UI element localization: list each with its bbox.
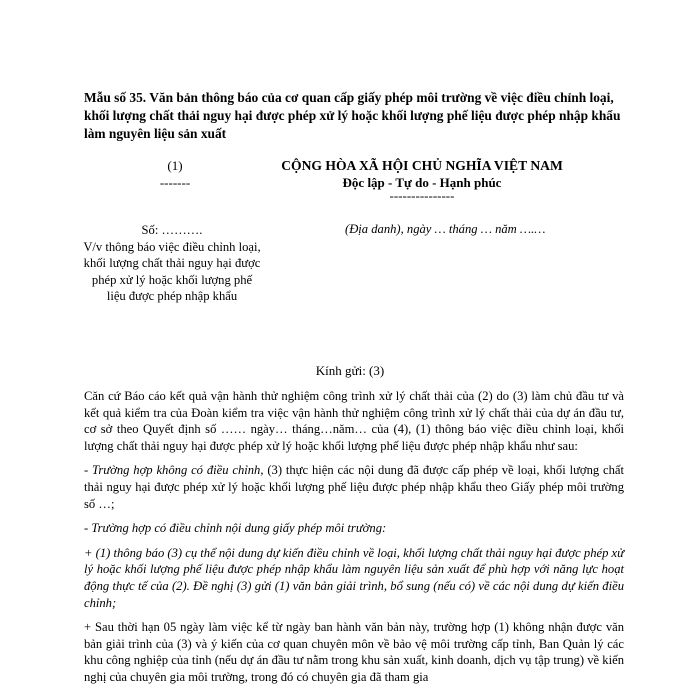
paragraph-no-adjustment (84, 462, 624, 512)
paragraph-basis: Căn cứ Báo cáo kết quả vận hành thử nghiệm công trình xử lý chất thải của (2) do (3) làm chủ đầu tư và kết quả kiểm tra của Đoàn kiểm tra việc vận hành thử nghiệm công trình xử lý chất thải của dự án đầu tư, cơ sở theo Quyết định số …… ngày… tháng…năm… của (4), (1) thông báo việc điều chỉnh loại, khối lượng chất thải nguy hại được phép xử lý hoặc khối lượng phế liệu được phép nhập khẩu như sau: (84, 389, 624, 453)
agency-divider: ------- (159, 175, 191, 190)
case-no-adjustment-text: (3) thực hiện các nội dung đã được cấp phép về loại, khối lượng chất thải nguy hại được phép xử lý hoặc khối lượng phế liệu được phép nhập khẩu theo Giấy phép môi trường số …; (84, 463, 624, 511)
agency-header (80, 157, 270, 191)
nation-name: CỘNG HÒA XÃ HỘI CHỦ NGHĨA VIỆT NAM (281, 158, 563, 173)
motto-divider: --------------- (389, 188, 455, 203)
recipient-line: Kính gửi: (3) (315, 363, 385, 378)
subject-line: V/v thông báo việc điều chỉnh loại, khối lượng chất thải nguy hại được phép xử lý hoặc khối lượng phế liệu được phép nhập khẩu (83, 239, 261, 303)
paragraph-deadline: + Sau thời hạn 05 ngày làm việc kể từ ngày ban hành văn bản này, trường hợp (1) không nhận được văn bản giải trình của (3) và ý kiến của cơ quan chuyên môn về bảo vệ môi trường cấp tỉnh, Ban Quản lý các khu công nghiệp của tỉnh (nếu dự án đầu tư nằm trong khu sản xuất, kinh doanh, dịch vụ tập trung) về kiến nghị của chuyên gia môi trường, trong đó có chuyên gia đã tham gia (84, 620, 624, 684)
form-title: Mẫu số 35. Văn bản thông báo của cơ quan cấp giấy phép môi trường về việc điều chỉnh loại, khối lượng chất thải nguy hại được phép xử lý hoặc khối lượng phế liệu được phép nhập khẩu làm nguyên liệu sản xuất (84, 90, 621, 141)
reference-block (82, 222, 262, 305)
case-no-adjustment-label: - Trường hợp không có điều chỉnh, (84, 463, 264, 478)
paragraph-notification: + (1) thông báo (3) cụ thể nội dung dự kiến điều chỉnh về loại, khối lượng chất thải nguy hại được phép xử lý hoặc khối lượng phế liệu được phép nhập khẩu làm nguyên liệu sản xuất để phù hợp với năng lực hoạt động thực tế của (2). Đề nghị (3) gửi (1) văn bản giải trình, bổ sung (nếu có) về các nội dung dự kiến điều chỉnh; (84, 545, 624, 610)
national-motto: Độc lập - Tự do - Hạnh phúc (342, 175, 502, 190)
place-date-line: (Địa danh), ngày … tháng … năm ….… (345, 222, 546, 236)
document-number: Số: ………. (141, 223, 203, 237)
agency-number: (1) (167, 158, 183, 173)
paragraph-adjustment-case: - Trường hợp có điều chỉnh nội dung giấy phép môi trường: (84, 521, 387, 536)
document-body (84, 388, 624, 694)
national-header (272, 157, 572, 204)
